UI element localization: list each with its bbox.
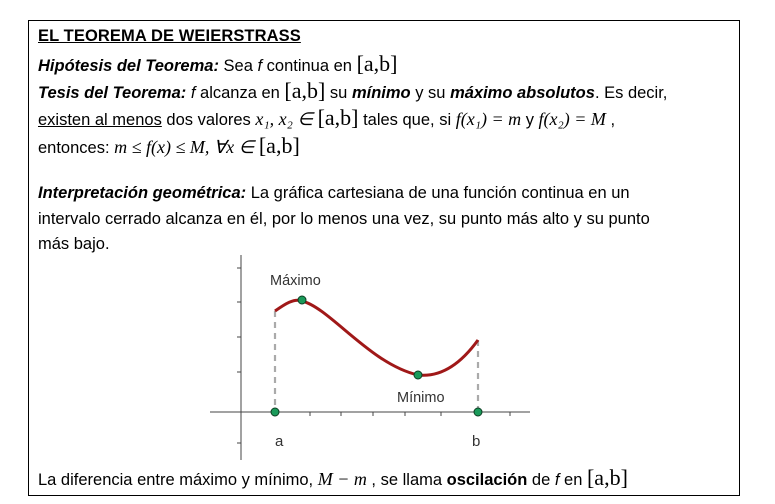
page-title: EL TEOREMA DE WEIERSTRASS — [38, 27, 301, 45]
footer-text2: , se llama — [366, 471, 447, 489]
hipotesis-text2: continua en — [262, 57, 357, 75]
interp-label: Interpretación geométrica: — [38, 184, 247, 202]
tesis-text1: alcanza en — [195, 84, 285, 102]
max-label: Máximo — [270, 273, 321, 289]
entonces-ineq: m ≤ f(x) ≤ M, ∀x ∈ — [114, 137, 259, 157]
tesis-minimo: mínimo — [351, 84, 411, 102]
hipotesis-f: f — [257, 57, 263, 75]
existen-cond2: f(x₂) = M — [538, 109, 606, 129]
existen-interval: [a,b] — [317, 105, 359, 130]
b-label: b — [472, 433, 481, 450]
existen-underlined: existen al menos — [38, 111, 162, 129]
tesis-text3: y su — [410, 84, 451, 102]
existen-text2: tales que, si — [358, 111, 456, 129]
footer-f: f — [554, 471, 560, 489]
existen-cond1: f(x₁) = m — [455, 109, 522, 129]
footer-text3: de — [527, 471, 555, 489]
tesis-maximo: máximo absolutos — [450, 84, 595, 102]
min-label: Mínimo — [397, 390, 445, 406]
existen-y: y — [521, 111, 539, 129]
interp-text1: La gráfica cartesiana de una función continua en un — [246, 184, 630, 202]
point-b — [474, 408, 482, 416]
tesis-label: Tesis del Teorema: — [38, 84, 187, 102]
maximum-point — [298, 296, 306, 304]
interp-line2: intervalo cerrado alcanza en él, por lo menos una vez, su punto más alto y su punto — [38, 210, 650, 228]
existen-comma: , — [605, 111, 616, 129]
tesis-interval: [a,b] — [284, 78, 326, 103]
minimum-point — [414, 371, 422, 379]
footer-text4: en — [559, 471, 587, 489]
entonces-text: entonces: — [38, 139, 115, 157]
footer-expr: M − m — [317, 469, 367, 489]
footer-oscilacion: oscilación — [446, 471, 528, 489]
hipotesis-label: Hipótesis del Teorema: — [38, 57, 219, 75]
existen-vars: x₁, x₂ ∈ — [255, 109, 318, 129]
function-curve — [275, 300, 478, 375]
hipotesis-text1: Sea — [218, 57, 258, 75]
a-label: a — [275, 433, 284, 450]
footer-interval: [a,b] — [586, 465, 628, 490]
entonces-interval: [a,b] — [258, 133, 300, 158]
hipotesis-interval: [a,b] — [356, 51, 398, 76]
tesis-text2: su — [325, 84, 352, 102]
point-a — [271, 408, 279, 416]
tesis-text4: . Es decir, — [594, 84, 668, 102]
footer-line — [38, 467, 628, 489]
tesis-f: f — [186, 84, 196, 102]
interp-line3: más bajo. — [38, 235, 110, 253]
footer-text1: La diferencia entre máximo y mínimo, — [38, 471, 318, 489]
existen-text1: dos valores — [161, 111, 256, 129]
y-ticks — [237, 268, 241, 443]
